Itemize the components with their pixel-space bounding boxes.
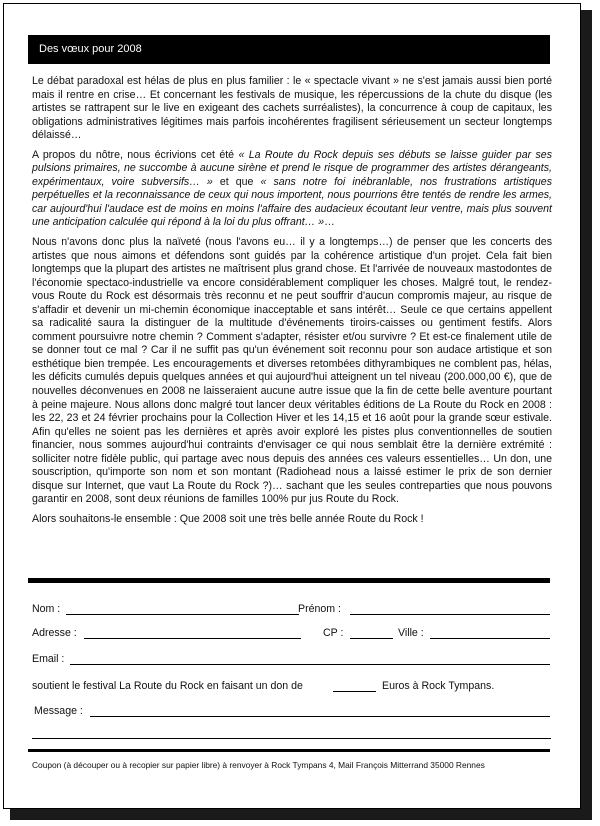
donation-text-end: Euros à Rock Tympans. <box>382 680 495 692</box>
form-row-address <box>32 627 552 641</box>
quote-two: « sans notre foi inébranlable, nos frustrations artistiques perpétuelles et la reconnaissance de ceux qui nous importent, nous pourrions être tentés de rendre les armes, car aujourd'hui l'audace est de moins en moins l'affaire des audacieux écoutant leur ventre, mais plus souvent une anticipation calculée qui répond à la loi du plus offrant… » <box>32 175 552 229</box>
coupon-instructions: Coupon (à découper ou à recopier sur papier libre) à renvoyer à Rock Tympans 4, Mail François Mitterrand 35000 Rennes <box>32 760 485 770</box>
paragraph-quotes <box>32 149 552 230</box>
message-field[interactable] <box>90 705 550 717</box>
message-label: Message : <box>34 705 83 717</box>
form-row-name <box>32 603 552 617</box>
paragraph-intro: Le débat paradoxal est hélas de plus en plus familier : le « spectacle vivant » ne s'est jamais aussi bien porté mais il rentre en crise… Et concernant les festivals de musique, les répercussions de la chute du disque (les artistes se rattrapent sur le live en exigeant des cachets surréalistes), la concurrence à coup de capitaux, les obligations administratives légitimes mais parfois incohérentes fragilisent sérieusement un secteur longtemps délaissé… <box>32 75 552 142</box>
adresse-label: Adresse : <box>32 627 77 639</box>
paragraph-wish: Alors souhaitons-le ensemble : Que 2008 soit une très belle année Route du Rock ! <box>32 512 424 525</box>
adresse-field[interactable] <box>84 627 301 639</box>
divider-bottom <box>28 749 550 752</box>
divider-top <box>28 578 550 583</box>
paragraph-quotes-mid: et que <box>212 175 261 188</box>
cp-label: CP : <box>323 627 344 639</box>
letter-body <box>32 75 552 533</box>
nom-label: Nom : <box>32 603 61 615</box>
paragraph-main: Nous n'avons donc plus la naïveté (nous l'avons eu… il y a longtemps…) de penser que les concerts des artistes que nous aimons et défendons sont guidés par la cohérence artistique d'un projet. Cela fait bien longtemps que la plupart des artistes ne maîtrisent plus grand chose. Et l'arrivée de nouveaux mastodontes de l'économie spectaco-industrielle va encore considérablement compliquer les choses. Malgré tout, le rendez-vous Route du Rock est désormais très reconnu et ne peut souffrir d'aucun compromis majeur, au risque de s'affadir et devenir un mi-chemin économique inacceptable et sans intérêt… Seule ce que certains appellent sa radicalité saura la distinguer de la multitude d'événements tiroirs-caisses ou gentiment festifs. Alors comment poursuivre notre chemin ? Comment s'adapter, résister et/ou survivre ? Et est-ce finalement utile de se donner tout ce mal ? Car il ne suffit pas qu'un événement soit reconnu pour son audace artistique et son esthétique bien trempée. Les encouragements et diverses retombées dithyrambiques ne comblent pas, hélas, les déficits cumulés depuis quelques années et qui aujourd'hui atteignent un tel niveau (200.000,00 €), que de nouvelles déconvenues en 2008 ne laisseraient aucune autre issue que la fin de cette belle aventure pourtant à peine majeure. Nous allons donc malgré tout lancer deux véritables éditions de La Route du Rock en 2008 : les 22, 23 et 24 février prochains pour la Collection Hiver et les 14,15 et 16 août pour la grande sœur estivale. Afin qu'elles ne soient pas les dernières et après avoir exploré les pistes plus conventionnelles de soutien financier, nous sommes aujourd'hui contraints d'envisager ce qui nous semblait être la dernière extrémité : solliciter notre fidèle public, qui partage avec nous depuis des années ces valeurs essentielles… Un don, une souscription, qu'importe son nom et son montant (Radiohead nous a laissé estimer le prix de son dernier disque sur Internet, que vaut La Route du Rock ?)… sachant que les seules contreparties que nous pouvons garantir en 2008, sont deux réunions de familles 100% pur jus Route du Rock. <box>32 236 552 506</box>
donation-amount-field[interactable] <box>333 680 376 692</box>
cp-field[interactable] <box>350 627 393 639</box>
quote-one: « La Route du Rock depuis ses débuts se laisse guider par ses pulsions primaires, ne succombe à aucune sirène et prend le risque de programmer des artistes dérangeants, expérimentaux, voire subversifs… » <box>32 148 552 188</box>
form-row-email <box>32 653 552 667</box>
email-field[interactable] <box>70 653 550 665</box>
prenom-field[interactable] <box>350 603 550 615</box>
form-row-donation <box>32 680 552 694</box>
section-title: Des vœux pour 2008 <box>28 35 550 64</box>
paragraph-quotes-start: A propos du nôtre, nous écrivions cet été <box>32 148 239 161</box>
donation-text: soutient le festival La Route du Rock en faisant un don de <box>32 680 303 692</box>
prenom-label: Prénom : <box>298 603 341 615</box>
nom-field[interactable] <box>66 603 299 615</box>
paragraph-quotes-end: … <box>324 216 335 229</box>
email-label: Email : <box>32 653 65 665</box>
form-row-message <box>32 705 552 719</box>
message-line-2[interactable] <box>32 738 551 739</box>
ville-label: Ville : <box>398 627 424 639</box>
ville-field[interactable] <box>430 627 550 639</box>
